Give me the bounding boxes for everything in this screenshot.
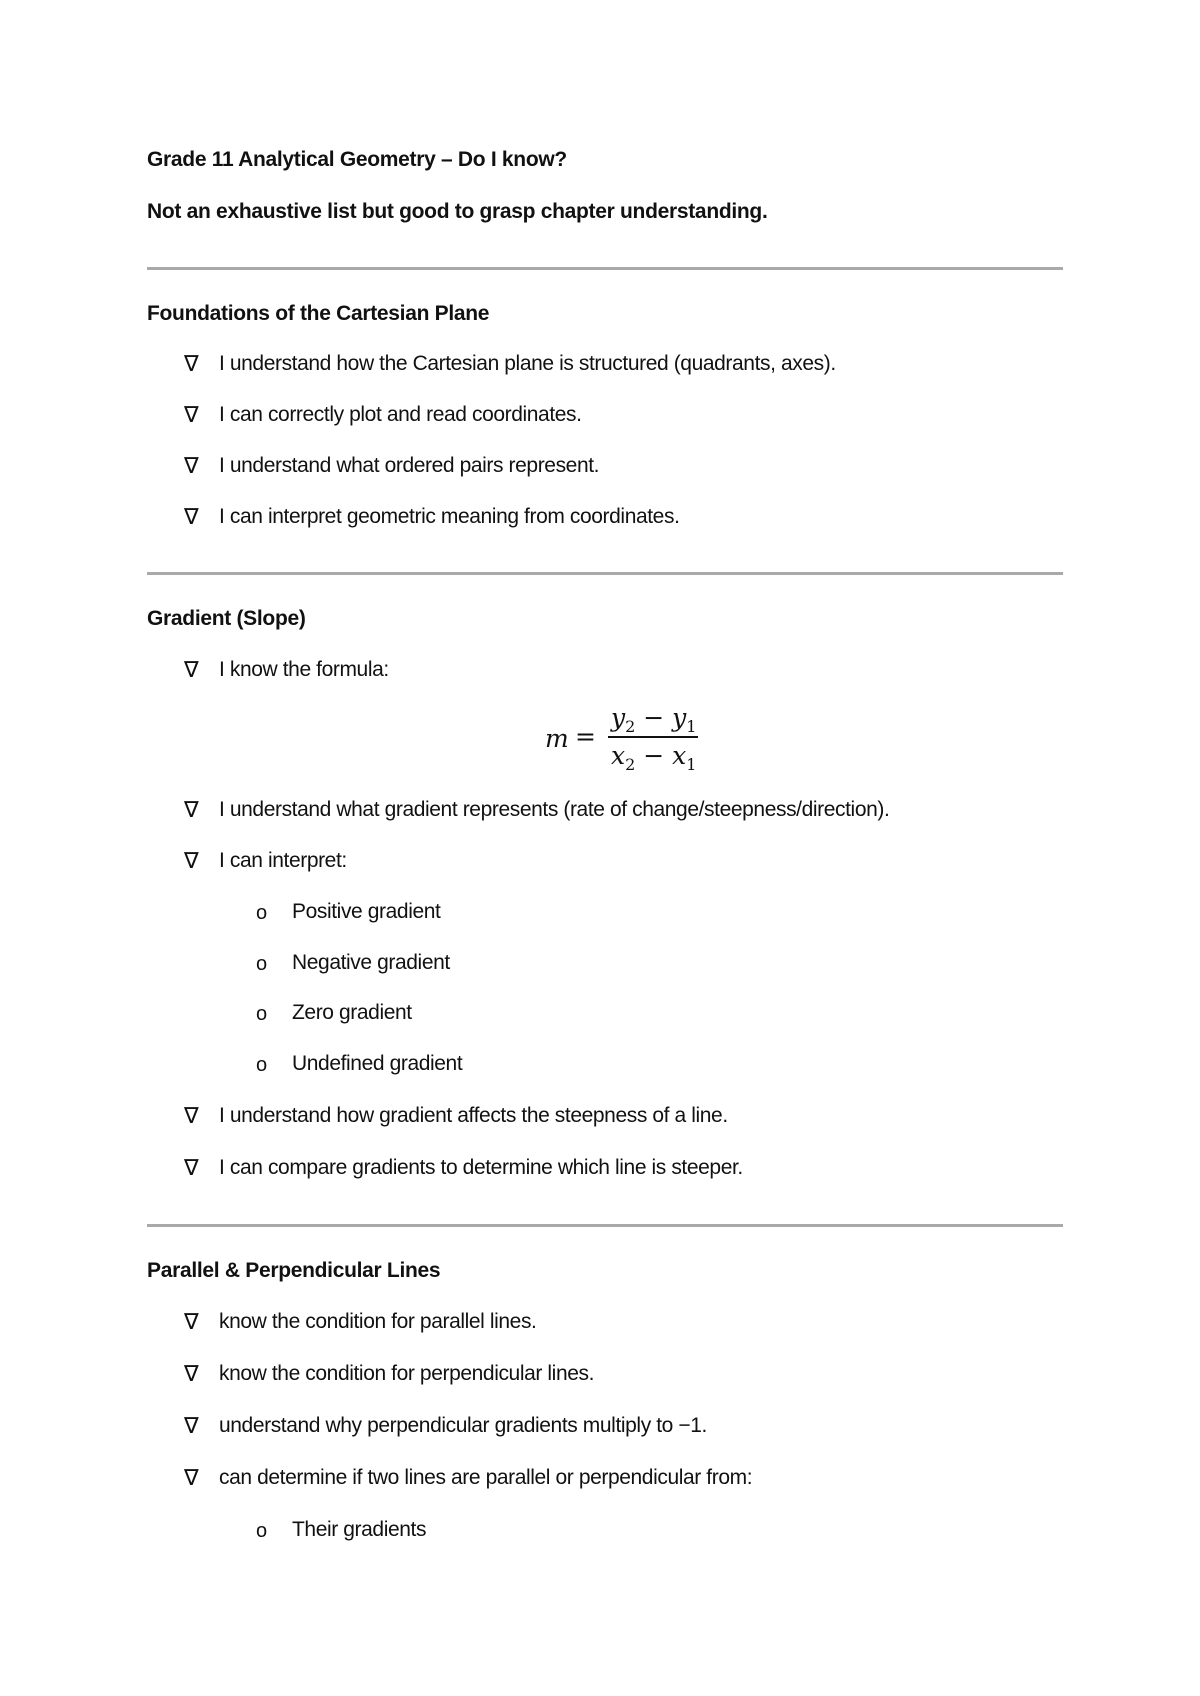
section-heading-gradient: Gradient (Slope)	[147, 607, 306, 630]
nabla-bullet-icon: ∇	[184, 1310, 199, 1335]
checklist-item: I can correctly plot and read coordinates.	[219, 403, 582, 426]
formula-denominator: $x_2 - x_1$	[611, 741, 697, 774]
divider	[147, 1224, 1063, 1227]
nabla-bullet-icon: ∇	[184, 352, 199, 377]
checklist-item: I understand how the Cartesian plane is structured (quadrants, axes).	[219, 352, 836, 375]
nabla-bullet-icon: ∇	[184, 849, 199, 874]
nabla-bullet-icon: ∇	[184, 1156, 199, 1181]
checklist-item: can determine if two lines are parallel or perpendicular from:	[219, 1466, 753, 1489]
nabla-bullet-icon: ∇	[184, 1362, 199, 1387]
circle-sub-bullet-icon: o	[256, 1054, 268, 1076]
nabla-bullet-icon: ∇	[184, 454, 199, 479]
checklist-item: I understand what gradient represents (rate of change/steepness/direction).	[219, 798, 890, 821]
checklist-item: I understand what ordered pairs represent.	[219, 454, 600, 477]
formula-equals: =	[575, 722, 596, 751]
checklist-item: know the condition for perpendicular lines.	[219, 1362, 595, 1385]
nabla-bullet-icon: ∇	[184, 798, 199, 823]
sub-list-item: Negative gradient	[292, 951, 450, 974]
divider	[147, 267, 1063, 270]
circle-sub-bullet-icon: o	[256, 1003, 268, 1025]
formula-numerator: $y_2 - y_1$	[611, 703, 697, 736]
nabla-bullet-icon: ∇	[184, 1104, 199, 1129]
checklist-item: know the condition for parallel lines.	[219, 1310, 537, 1333]
checklist-item: I know the formula:	[219, 658, 389, 681]
checklist-item: understand why perpendicular gradients multiply to −1.	[219, 1414, 707, 1437]
nabla-bullet-icon: ∇	[184, 1466, 199, 1491]
document-title: Grade 11 Analytical Geometry – Do I know?	[147, 148, 567, 171]
checklist-item: I can interpret:	[219, 849, 347, 872]
section-heading-parallel-perpendicular: Parallel & Perpendicular Lines	[147, 1259, 441, 1282]
gradient-formula	[545, 703, 705, 773]
formula-lhs: m	[545, 724, 569, 753]
document-subtitle: Not an exhaustive list but good to grasp chapter understanding.	[147, 200, 768, 223]
circle-sub-bullet-icon: o	[256, 902, 268, 924]
sub-list-item: Undefined gradient	[292, 1052, 463, 1075]
section-heading-cartesian-plane: Foundations of the Cartesian Plane	[147, 302, 490, 325]
circle-sub-bullet-icon: o	[256, 1520, 268, 1542]
sub-list-item: Their gradients	[292, 1518, 427, 1541]
checklist-item: I can compare gradients to determine which line is steeper.	[219, 1156, 743, 1179]
sub-list-item: Positive gradient	[292, 900, 441, 923]
checklist-item: I understand how gradient affects the steepness of a line.	[219, 1104, 728, 1127]
nabla-bullet-icon: ∇	[184, 1414, 199, 1439]
checklist-item: I can interpret geometric meaning from coordinates.	[219, 505, 680, 528]
fraction-bar	[608, 736, 698, 738]
nabla-bullet-icon: ∇	[184, 403, 199, 428]
circle-sub-bullet-icon: o	[256, 953, 268, 975]
nabla-bullet-icon: ∇	[184, 658, 199, 683]
nabla-bullet-icon: ∇	[184, 505, 199, 530]
divider	[147, 572, 1063, 575]
sub-list-item: Zero gradient	[292, 1001, 412, 1024]
